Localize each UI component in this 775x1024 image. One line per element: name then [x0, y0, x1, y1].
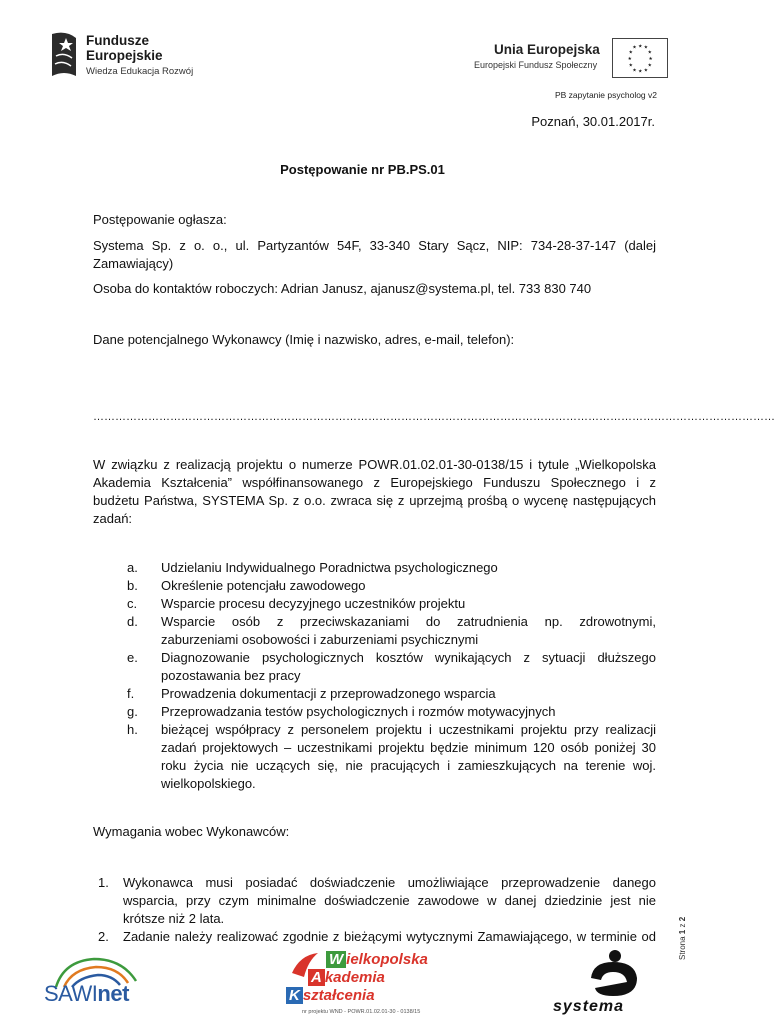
systema-logo [553, 948, 678, 1018]
svg-text:★: ★ [632, 68, 637, 74]
systema-swirl-icon [583, 948, 645, 1000]
task-marker: h. [127, 722, 138, 737]
announcer-line-1: Systema Sp. z o. o., ul. Partyzantów 54F, 33-340 Stary Sącz, NIP: 734-28-37-147 (dalej [93, 238, 656, 253]
wak-letter-a: A [308, 969, 325, 986]
requirement-text: krótsze niż 2 lata. [123, 911, 225, 926]
page-number-total: 2 [678, 916, 687, 922]
svg-text:★: ★ [643, 68, 649, 74]
svg-text:★: ★ [647, 50, 652, 56]
requirement-marker: 2. [98, 929, 109, 944]
svg-text:★: ★ [648, 56, 653, 62]
eu-flag-icon [612, 38, 668, 78]
intro-line-3: budżetu Państwa, SYSTEMA Sp. z o.o. zwraca się z uprzejmą prośbą o wycenę następujących [93, 493, 656, 508]
fe-star-flag-icon [50, 30, 78, 80]
page-number-current: 1 [678, 929, 687, 935]
task-marker: c. [127, 596, 138, 611]
svg-text:★: ★ [628, 50, 633, 56]
task-marker: g. [127, 704, 138, 719]
requirement-text: Wykonawca musi posiadać doświadczenie umożliwiające przeprowadzenie danego [123, 875, 656, 890]
document-title: Postępowanie nr PB.PS.01 [280, 162, 445, 177]
requirement-marker: 1. [98, 875, 109, 890]
wak-letter-k: K [286, 987, 303, 1004]
sawinet-saw: SAWI [44, 981, 98, 1006]
task-text: Udzielaniu Indywidualnego Poradnictwa psychologicznego [161, 560, 498, 575]
wak-letter-w: W [326, 951, 346, 968]
fe-logo-line1: Fundusze [86, 33, 149, 48]
requirement-text: Zadanie należy realizować zgodnie z bieżącymi wytycznymi Zamawiającego, w terminie od [123, 929, 656, 944]
task-text: wielkopolskiego. [161, 776, 256, 791]
wak-word-w: ielkopolska [346, 951, 428, 968]
task-marker: f. [127, 686, 135, 701]
svg-text:★: ★ [647, 63, 652, 69]
task-text: zaburzeniami osobowości i zaburzeniami psychicznymi [161, 632, 479, 647]
task-text: roku życia nie uczących się, nie pracujących i zamieszkujących na terenie woj. [161, 758, 656, 773]
svg-text:★: ★ [627, 56, 632, 62]
svg-text:★: ★ [638, 69, 643, 75]
eu-logo-subtitle: Europejski Fundusz Społeczny [474, 60, 598, 70]
wak-project-number: nr projektu WND - POWR.01.02.01-30 - 0138/15 [302, 1009, 421, 1015]
svg-text:★: ★ [638, 44, 643, 50]
systema-wordmark: systema [553, 998, 625, 1015]
task-marker: a. [127, 560, 138, 575]
svg-text:★: ★ [643, 45, 649, 51]
announcer-line-2: Zamawiający) [93, 256, 174, 271]
task-text: bieżącej współpracy z personelem projektu i uczestnikami projektu przy realizacji [161, 722, 656, 737]
requirement-text: wsparcia, przy czym minimalne doświadczenie zawodowe w danej dziedzinie jest nie [123, 893, 656, 908]
contractor-data-dotted-line: …………………………………………………………………………………………………………………………………………………………………… [93, 411, 775, 423]
intro-line-2: Akademia Kształcenia” współfinansowanego z Europejskiego Funduszu Społecznego i z [93, 475, 656, 490]
fundusze-europejskie-logo [50, 30, 210, 82]
task-text: Przeprowadzania testów psychologicznych i rozmów motywacyjnych [161, 704, 556, 719]
page-number [678, 900, 718, 970]
fe-logo-line3: Wiedza Edukacja Rozwój [86, 66, 194, 77]
contact-person: Osoba do kontaktów roboczych: Adrian Janusz, ajanusz@systema.pl, tel. 733 830 740 [93, 281, 592, 296]
eu-logo-title: Unia Europejska [494, 42, 600, 57]
page-number-prefix: Strona [678, 934, 687, 960]
wielkopolska-akademia-ksztalcenia-logo [282, 951, 452, 1021]
document-date: Poznań, 30.01.2017r. [531, 114, 655, 129]
svg-text:★: ★ [628, 63, 633, 69]
svg-text:★: ★ [632, 45, 637, 51]
task-text: Określenie potencjału zawodowego [161, 578, 366, 593]
intro-line-4: zadań: [93, 511, 133, 526]
task-text: Diagnozowanie psychologicznych kosztów wynikających z sytuacji dłuższego [161, 650, 656, 665]
task-text: Wsparcie procesu decyzyjnego uczestników projektu [161, 596, 466, 611]
intro-line-1: W związku z realizacją projektu o numerze POWR.01.02.01-30-0138/15 i tytule „Wielkopolska [93, 457, 656, 472]
task-marker: e. [127, 650, 138, 665]
task-text: Prowadzenia dokumentacji z przeprowadzonego wsparcia [161, 686, 496, 701]
task-text: zadań projektowych – uczestnikami projektu będzie minimum 120 osób poniżej 30 [161, 740, 656, 755]
sawinet-net: net [97, 981, 129, 1006]
wak-word-a: kademia [324, 969, 385, 986]
document-reference: PB zapytanie psycholog v2 [554, 90, 657, 100]
fe-logo-line2: Europejskie [86, 48, 163, 63]
contractor-data-label: Dane potencjalnego Wykonawcy (Imię i nazwisko, adres, e-mail, telefon): [93, 332, 515, 347]
task-marker: d. [127, 614, 138, 629]
requirements-label: Wymagania wobec Wykonawców: [93, 824, 290, 839]
sawinet-logo [44, 955, 154, 1015]
wak-word-k: ształcenia [302, 987, 375, 1004]
task-text: Wsparcie osób z przeciwskazaniami do zatrudnienia np. zdrowotnymi, [161, 614, 656, 629]
announcer-label: Postępowanie ogłasza: [93, 212, 227, 227]
task-marker: b. [127, 578, 138, 593]
page-number-sep: z [678, 921, 687, 930]
task-text: pozostawania bez pracy [161, 668, 301, 683]
